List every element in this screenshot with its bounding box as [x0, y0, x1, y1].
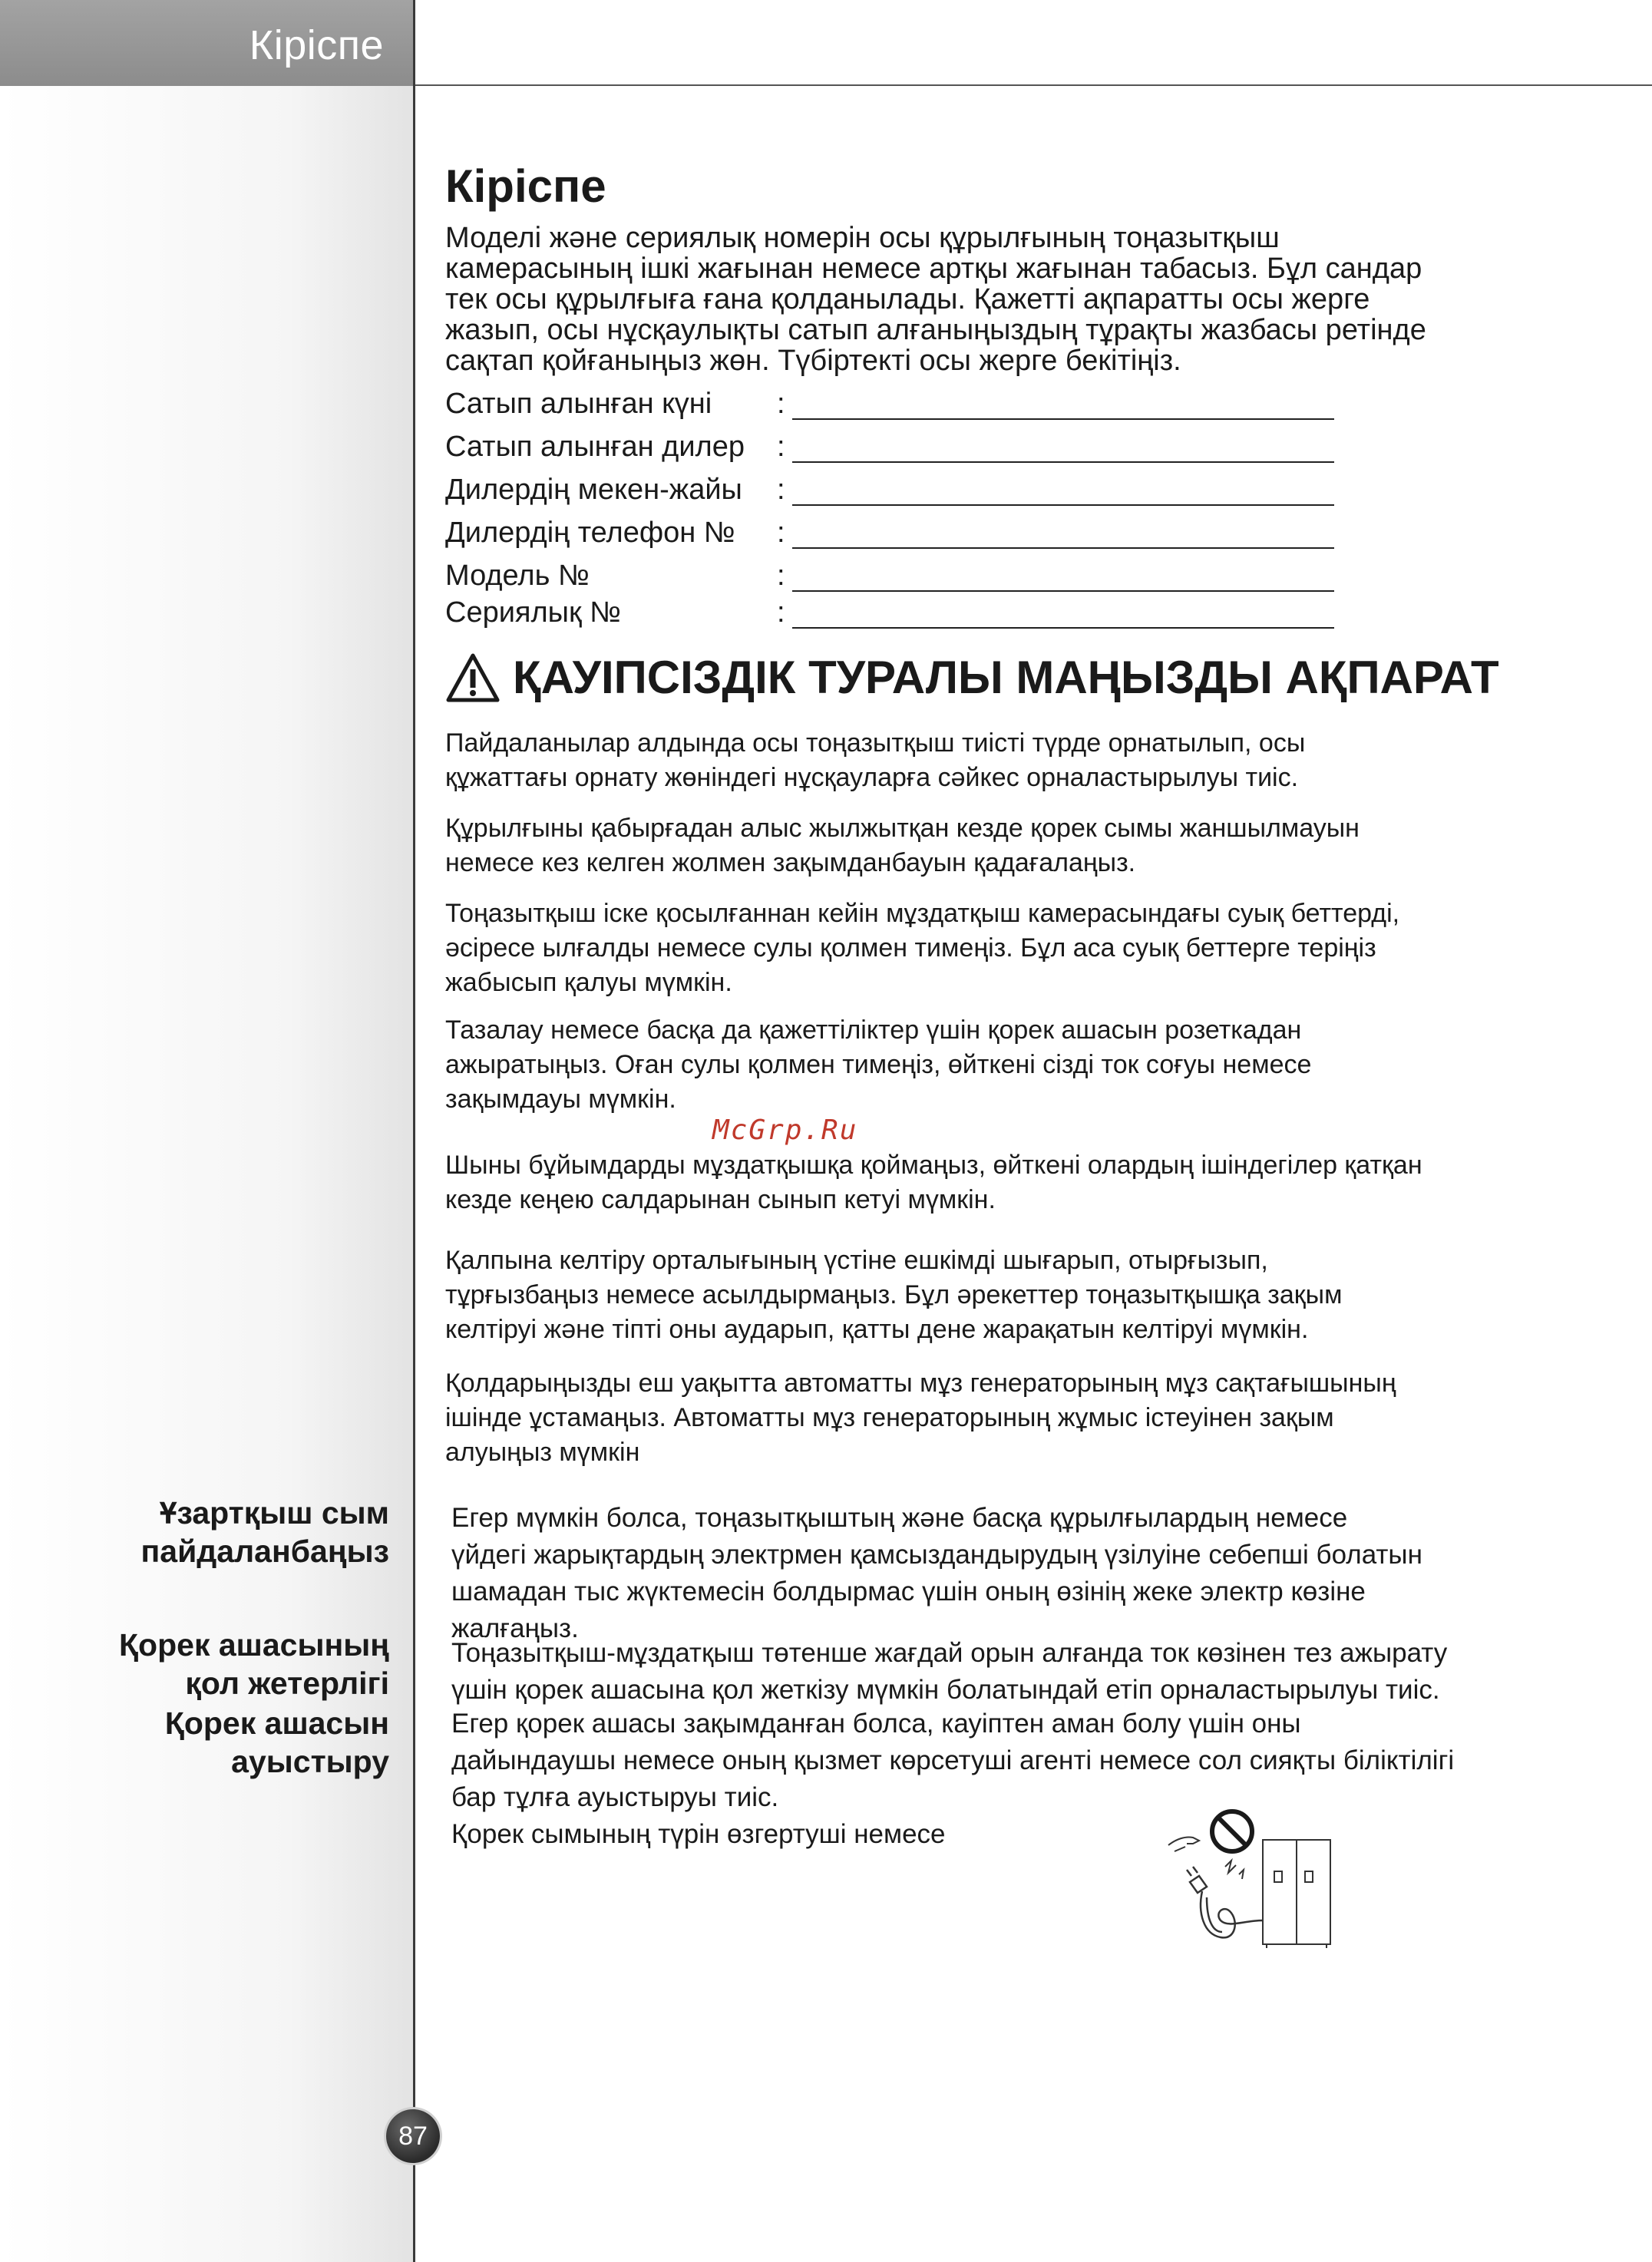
left-margin-panel [0, 86, 414, 2262]
safety-line: зақымдауы мүмкін. [445, 1085, 676, 1114]
body-line: Қорек сымының түрін өзгертуші немесе [451, 1819, 946, 1849]
form-label: Сатып алынған дилер [445, 431, 745, 463]
side-label-extension-cord [141, 1494, 390, 1570]
body-line: шамадан тыс жүктемесін болдырмас үшін оның өзінің жеке электр көзіне [451, 1577, 1366, 1607]
side-label-line: Ұзартқыш сым [159, 1495, 389, 1531]
form-fill-line[interactable] [792, 504, 1334, 506]
body-line: бар тұлға ауыстыруы тиіс. [451, 1782, 779, 1812]
warning-icon [445, 652, 501, 703]
safety-line: құжаттағы орнату жөніндегі нұсқауларға сәйкес орналастырылуы тиіс. [445, 763, 1299, 792]
form-fill-line[interactable] [792, 547, 1334, 549]
safety-paragraph [445, 1366, 1551, 1470]
safety-line: ішінде ұстамаңыз. Автоматты мұз генераторының жұмыс істеуінен зақым [445, 1403, 1334, 1432]
form-fill-line[interactable] [792, 418, 1334, 420]
body-line: үшін қорек ашасына қол жеткізу мүмкін болатындай етіп орналастырылуы тиіс. [451, 1675, 1440, 1705]
safety-line: Құрылғыны қабырғадан алыс жылжытқан кезде қорек сымы жаншылмауын [445, 814, 1360, 843]
plug-cord-icon [1187, 1867, 1263, 1937]
safety-line: тұрғызбаңыз немесе асылдырмаңыз. Бұл әрекеттер тоңазытқышқа зақым [445, 1280, 1343, 1309]
safety-title-text: ҚАУІПСІЗДІК ТУРАЛЫ МАҢЫЗДЫ АҚПАРАТ [513, 652, 1499, 703]
body-line: Тоңазытқыш-мұздатқыш төтенше жағдай орын алғанда ток көзінен тез ажырату [451, 1638, 1448, 1668]
safety-heading [445, 651, 1499, 704]
form-row-serial [445, 596, 1336, 639]
safety-line: Қолдарыңызды еш уақытта автоматты мұз генераторының мұз сақтағышының [445, 1369, 1396, 1398]
body-line: үйдегі жарықтардың электрмен қамсыздандырудың үзілуіне себепші болатын [451, 1540, 1422, 1570]
form-label: Дилердің мекен-жайы [445, 474, 742, 506]
spark-icon [1225, 1861, 1244, 1879]
intro-line: камерасының ішкі жағынан немесе артқы жағынан табасыз. Бұл сандар [445, 253, 1422, 285]
form-row-purchase-date [445, 388, 1336, 431]
section-header-title: Кіріспе [249, 22, 384, 68]
margin-divider [413, 0, 415, 2262]
side-label-line: пайдаланбаңыз [140, 1534, 389, 1569]
form-colon: : [777, 596, 785, 629]
safety-paragraph [445, 1013, 1551, 1117]
form-colon: : [777, 388, 785, 420]
prohibition-icon [1212, 1811, 1252, 1851]
extension-cord-text [451, 1500, 1541, 1647]
safety-line: Пайдаланылар алдында осы тоңазытқыш тиісті түрде орнатылып, осы [445, 728, 1306, 758]
safety-paragraph [445, 726, 1551, 795]
intro-line: Моделі және сериялық номерін осы құрылғының тоңазытқыш [445, 222, 1280, 254]
form-label: Сатып алынған күні [445, 388, 712, 420]
form-fill-line[interactable] [792, 590, 1334, 592]
body-line: Егер мүмкін болса, тоңазытқыштың және басқа құрылғылардың немесе [451, 1503, 1348, 1533]
intro-line: жазып, осы нұсқаулықты сатып алғаныңыздың тұрақты жазбасы ретінде [445, 314, 1426, 346]
safety-line: Қалпына келтіру орталығының үстіне ешкімді шығарып, отырғызып, [445, 1246, 1268, 1275]
safety-line: Тоңазытқыш іске қосылғаннан кейін мұздатқыш камерасындағы суық беттерді, [445, 899, 1400, 928]
intro-line: сақтап қойғаныңыз жөн. Түбіртекті осы жерге бекітіңіз. [445, 345, 1181, 377]
safety-paragraph [445, 811, 1551, 880]
section-header-tab [0, 0, 413, 86]
safety-line: Шыны бұйымдарды мұздатқышқа қоймаңыз, өйткені олардың ішіндегілер қатқан [445, 1151, 1422, 1180]
body-line: дайындаушы немесе оның қызмет көрсетуші агенті немесе сол сияқты біліктілігі [451, 1745, 1455, 1775]
form-colon: : [777, 431, 785, 463]
safety-paragraph [445, 1243, 1551, 1347]
safety-line: келтіруі және тіпті оны аударып, қатты дене жарақатын келтіруі мүмкін. [445, 1315, 1309, 1344]
body-line: Егер қорек ашасы зақымданған болса, кауіптен аман болу үшін оны [451, 1709, 1301, 1739]
form-fill-line[interactable] [792, 627, 1334, 629]
plug-access-text [451, 1635, 1541, 1709]
body-line: жалғаңыз. [451, 1613, 579, 1643]
form-colon: : [777, 517, 785, 549]
intro-paragraph [445, 223, 1551, 376]
side-label-line: Қорек ашасының [119, 1627, 389, 1663]
watermark: McGrp.Ru [712, 1114, 858, 1146]
side-label-plug-access [119, 1626, 389, 1702]
form-fill-line[interactable] [792, 461, 1334, 463]
no-extension-cord-illustration [1159, 1805, 1336, 1951]
safety-line: жабысып қалуы мүмкін. [445, 968, 732, 997]
form-row-model [445, 560, 1336, 596]
form-label: Сериялық № [445, 596, 621, 629]
safety-line: кезде кеңею салдарынан сынып кетуі мүмкін. [445, 1185, 996, 1214]
safety-line: әсіресе ылғалды немесе сулы қолмен тимеңіз. Бұл аса суық беттерге теріңіз [445, 933, 1376, 963]
refrigerator-icon [1263, 1840, 1330, 1948]
side-label-line: Қорек ашасын [164, 1706, 389, 1741]
page-number-badge: 87 [386, 2109, 440, 2163]
form-label: Дилердің телефон № [445, 517, 735, 549]
safety-line: ажыратыңыз. Оған сулы қолмен тимеңіз, өйткені сізді ток соғуы немесе [445, 1050, 1312, 1079]
side-label-line: қол жетерлігі [185, 1666, 389, 1701]
form-row-dealer [445, 431, 1336, 474]
safety-line: Тазалау немесе басқа да қажеттіліктер үшін қорек ашасын розеткадан [445, 1015, 1302, 1045]
safety-paragraph [445, 1148, 1551, 1217]
hand-icon [1168, 1837, 1199, 1851]
page-title: Кіріспе [445, 160, 606, 212]
form-row-dealer-phone [445, 517, 1336, 560]
form-colon: : [777, 474, 785, 506]
form-colon: : [777, 560, 785, 592]
side-label-plug-replacement [165, 1704, 389, 1781]
safety-paragraph [445, 897, 1551, 1000]
side-label-line: ауыстыру [231, 1744, 389, 1779]
intro-line: тек осы құрылғыға ғана қолданылады. Қажетті ақпаратты осы жерге [445, 283, 1370, 315]
form-row-dealer-address [445, 474, 1336, 517]
plug-replacement-text [451, 1706, 1541, 1853]
form-label: Модель № [445, 560, 590, 592]
header-rule [413, 84, 1652, 86]
safety-line: алуыңыз мүмкін [445, 1438, 640, 1467]
safety-line: немесе кез келген жолмен зақымданбауын қадағалаңыз. [445, 848, 1136, 877]
purchase-record-form [445, 388, 1336, 639]
